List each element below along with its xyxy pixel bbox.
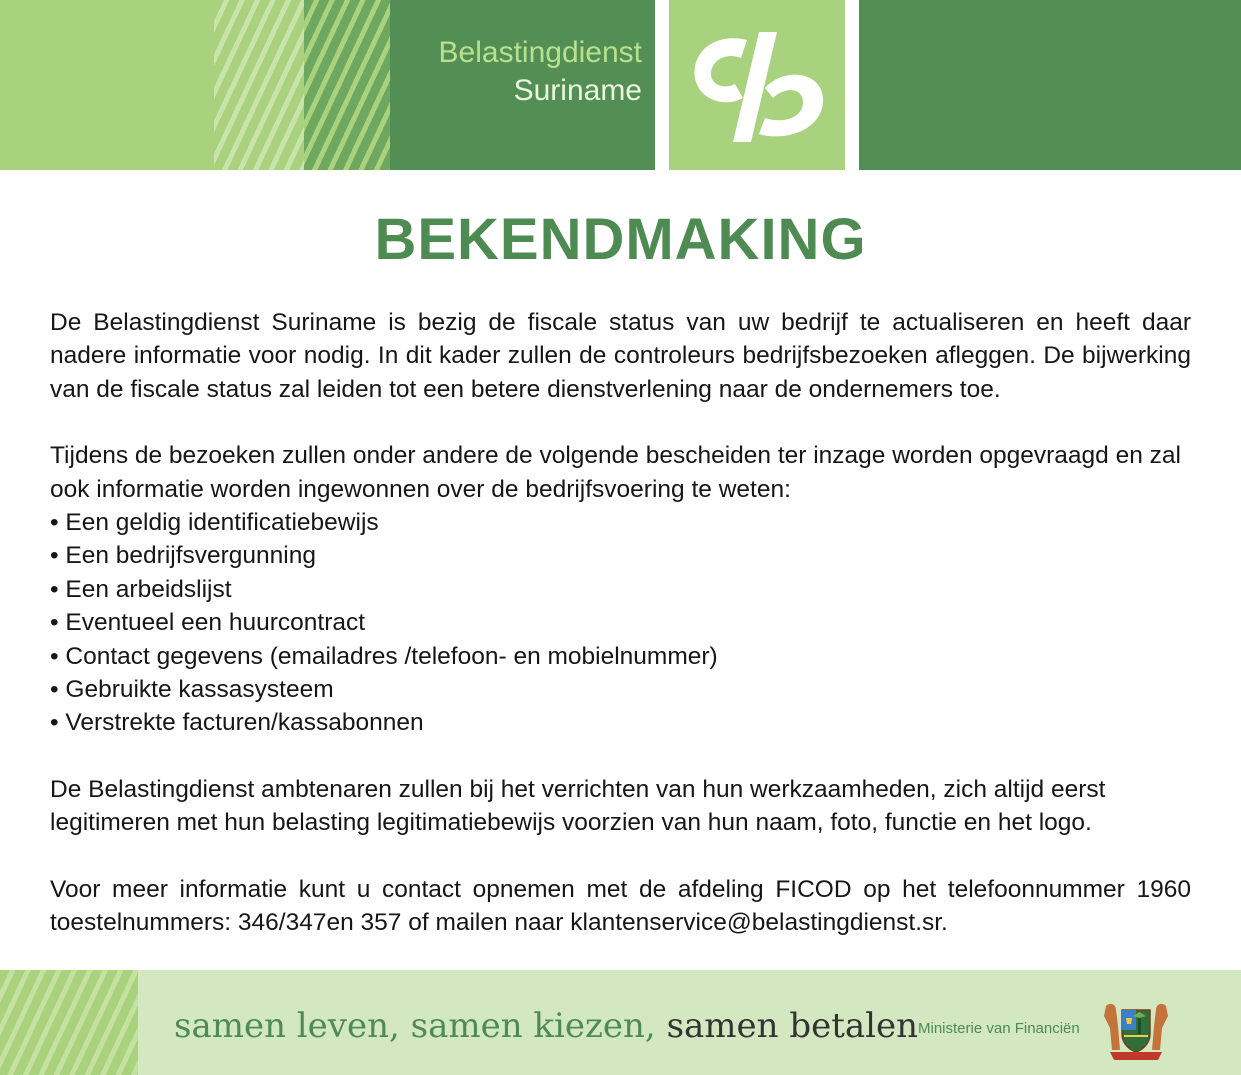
list-item: • Contact gegevens (emailadres /telefoon- en mobielnummer)	[50, 640, 1191, 673]
footer-banner	[0, 970, 1241, 1075]
intro-paragraph: De Belastingdienst Suriname is bezig de fiscale status van uw bedrijf te actualiseren en heeft daar nadere informatie voor nodig. In dit kader zullen de controleurs bedrijfsbezoeken afleggen. De bijwerking van de fiscale status zal leiden tot een betere dienstverlening naar de ondernemers toe.	[50, 309, 1191, 403]
list-item: • Een bedrijfsvergunning	[50, 539, 1191, 572]
header-right-panel	[859, 0, 1241, 170]
suriname-coat-of-arms-icon	[1100, 996, 1172, 1062]
brand-line-1: Belastingdienst	[438, 36, 642, 69]
list-item: • Eventueel een huurcontract	[50, 606, 1191, 639]
contact-paragraph: Voor meer informatie kunt u contact opnemen met de afdeling FICOD op het telefoonnummer 1960 toestelnummers: 346/347en 357 of mailen naar klantenservice@belastingdienst.sr.	[50, 875, 1191, 937]
page-title: BEKENDMAKING	[374, 207, 867, 272]
slogan	[174, 1006, 918, 1046]
belastingdienst-cb-logo-icon	[685, 26, 831, 146]
documents-intro-paragraph: Tijdens de bezoeken zullen onder andere de volgende bescheiden ter inzage worden opgevraagd en zal ook informatie worden ingewonnen over de bedrijfsvoering te weten:	[50, 442, 1181, 503]
footer-stripe-pattern	[0, 970, 138, 1075]
list-item: • Een geldig identificatiebewijs	[50, 506, 1191, 539]
list-item: • Een arbeidslijst	[50, 573, 1191, 606]
brand-line-2: Suriname	[513, 74, 642, 107]
ministry-label: Ministerie van Financiën	[918, 1020, 1080, 1037]
legitimation-paragraph: De Belastingdienst ambtenaren zullen bij het verrichten van hun werkzaamheden, zich altijd eerst legitimeren met hun belasting legitimatiebewijs voorzien van hun naam, foto, functie en het logo.	[50, 775, 1106, 837]
list-item: • Gebruikte kassasysteem	[50, 673, 1191, 706]
header-banner	[0, 0, 1241, 170]
brand-name	[390, 34, 642, 110]
documents-list	[50, 506, 1191, 740]
slogan-part-2: samen betalen	[666, 1006, 919, 1046]
list-item: • Verstrekte facturen/kassabonnen	[50, 706, 1191, 739]
slogan-part-1: samen leven, samen kiezen,	[174, 1006, 656, 1046]
header-stripe-pattern	[214, 0, 304, 170]
header-stripe-pattern-dark	[304, 0, 390, 170]
announcement-body	[50, 306, 1191, 940]
header-light-panel	[0, 0, 214, 170]
